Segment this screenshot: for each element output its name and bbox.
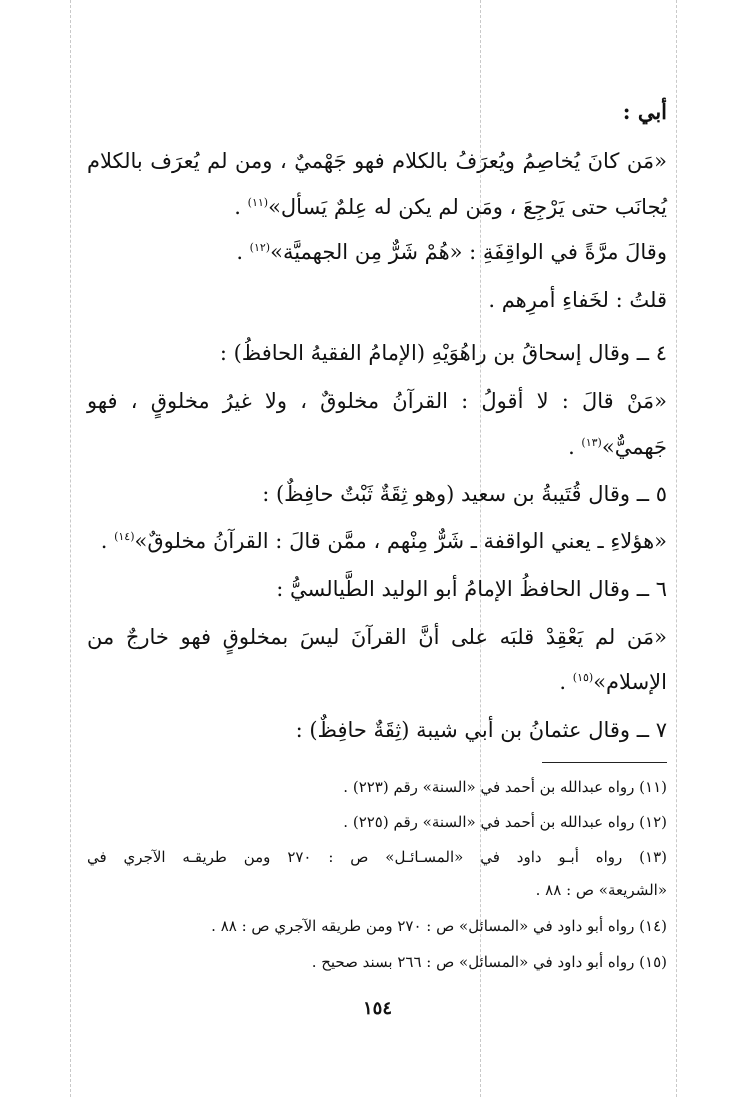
footnote-separator (542, 762, 667, 763)
footnote: (١٥) رواه أبو داود في «المسائل» ص : ٢٦٦ بسند صحيح . (311, 953, 667, 971)
footnote-ref: (١١) (247, 196, 269, 209)
text-line: قلتُ : لخَفاءِ أمرِهم . (488, 288, 667, 312)
text-line: جَهميٌّ»$^{(١٣)}$ . (568, 435, 667, 459)
page-number: ١٥٤ (362, 998, 392, 1019)
line-text: «هؤلاءِ ـ يعني الواقفة ـ شَرٌّ مِنْهم ، ممَّن قالَ : القرآنُ مخلوقٌ» (134, 529, 667, 553)
footnote: (١٣) رواه أبـو داود في «المسـائـل» ص : ٢٧٠ ومن طريقـه الآجري في (87, 848, 668, 866)
footnote-ref: (١٤) (114, 530, 135, 543)
text-line: ٧ ــ وقال عثمانُ بن أبي شيبة (ثِقَةٌ حافِظٌ) : (295, 718, 667, 742)
line-text: وقالَ مرَّةً في الواقِفَةِ : «هُمْ شَرٌّ مِن الجهميَّة» (270, 240, 667, 264)
text-line: «مَن كانَ يُخاصِمُ ويُعرَفُ بالكلام فهو جَهْميٌ ، ومن لم يُعرَف بالكلام (87, 149, 667, 173)
footnote: (١٤) رواه أبو داود في «المسائل» ص : ٢٧٠ ومن طريقه الآجري ص : ٨٨ . (211, 917, 667, 935)
line-text: جَهميٌّ» (601, 435, 667, 459)
scan-artifact-line (676, 0, 677, 1097)
text-line: ٤ ــ وقال إسحاقُ بن راهُوَيْهِ (الإمامُ الفقيهُ الحافظُ) : (219, 341, 667, 365)
scan-artifact-line (70, 0, 71, 1097)
line-text: الإسلام» (593, 670, 667, 694)
text-line: وقالَ مرَّةً في الواقِفَةِ : «هُمْ شَرٌّ مِن الجهميَّة»$^{(١٢)}$ . (236, 240, 667, 264)
text-line: «هؤلاءِ ـ يعني الواقفة ـ شَرٌّ مِنْهم ، ممَّن قالَ : القرآنُ مخلوقٌ»$^{(١٤)}$ . (100, 529, 667, 553)
text-line: ٦ ــ وقال الحافظُ الإمامُ أبو الوليد الطَّيالسيُّ : (276, 577, 667, 601)
footnote-ref: (١٢) (249, 241, 271, 254)
footnote-ref: (١٥) (572, 671, 594, 684)
footnote: (١١) رواه عبدالله بن أحمد في «السنة» رقم (٢٢٣) . (343, 778, 667, 796)
line-text: يُجانَب حتى يَرْجِعَ ، ومَن لم يكن له عِلمٌ يَسأل» (268, 195, 667, 219)
text-line: «مَن لم يَعْقِدْ قلبَه على أنَّ القرآنَ ليسَ بمخلوقٍ فهو خارجٌ من (87, 625, 667, 649)
text-line: أبي : (622, 99, 667, 124)
footnote: «الشريعة» ص : ٨٨ . (535, 881, 667, 899)
footnote-ref: (١٣) (581, 436, 602, 449)
text-line: ٥ ــ وقال قُتَيبةُ بن سعيد (وهو ثِقَةٌ ثَبْتٌ حافِظٌ) : (262, 482, 667, 506)
text-line: الإسلام»$^{(١٥)}$ . (559, 670, 667, 694)
footnote: (١٢) رواه عبدالله بن أحمد في «السنة» رقم (٢٢٥) . (343, 813, 667, 831)
text-line: «مَنْ قالَ : لا أقولُ : القرآنُ مخلوقٌ ، ولا غيرُ مخلوقٍ ، فهو (87, 389, 667, 413)
text-line: يُجانَب حتى يَرْجِعَ ، ومَن لم يكن له عِلمٌ يَسأل»$^{(١١)}$ . (234, 195, 667, 219)
